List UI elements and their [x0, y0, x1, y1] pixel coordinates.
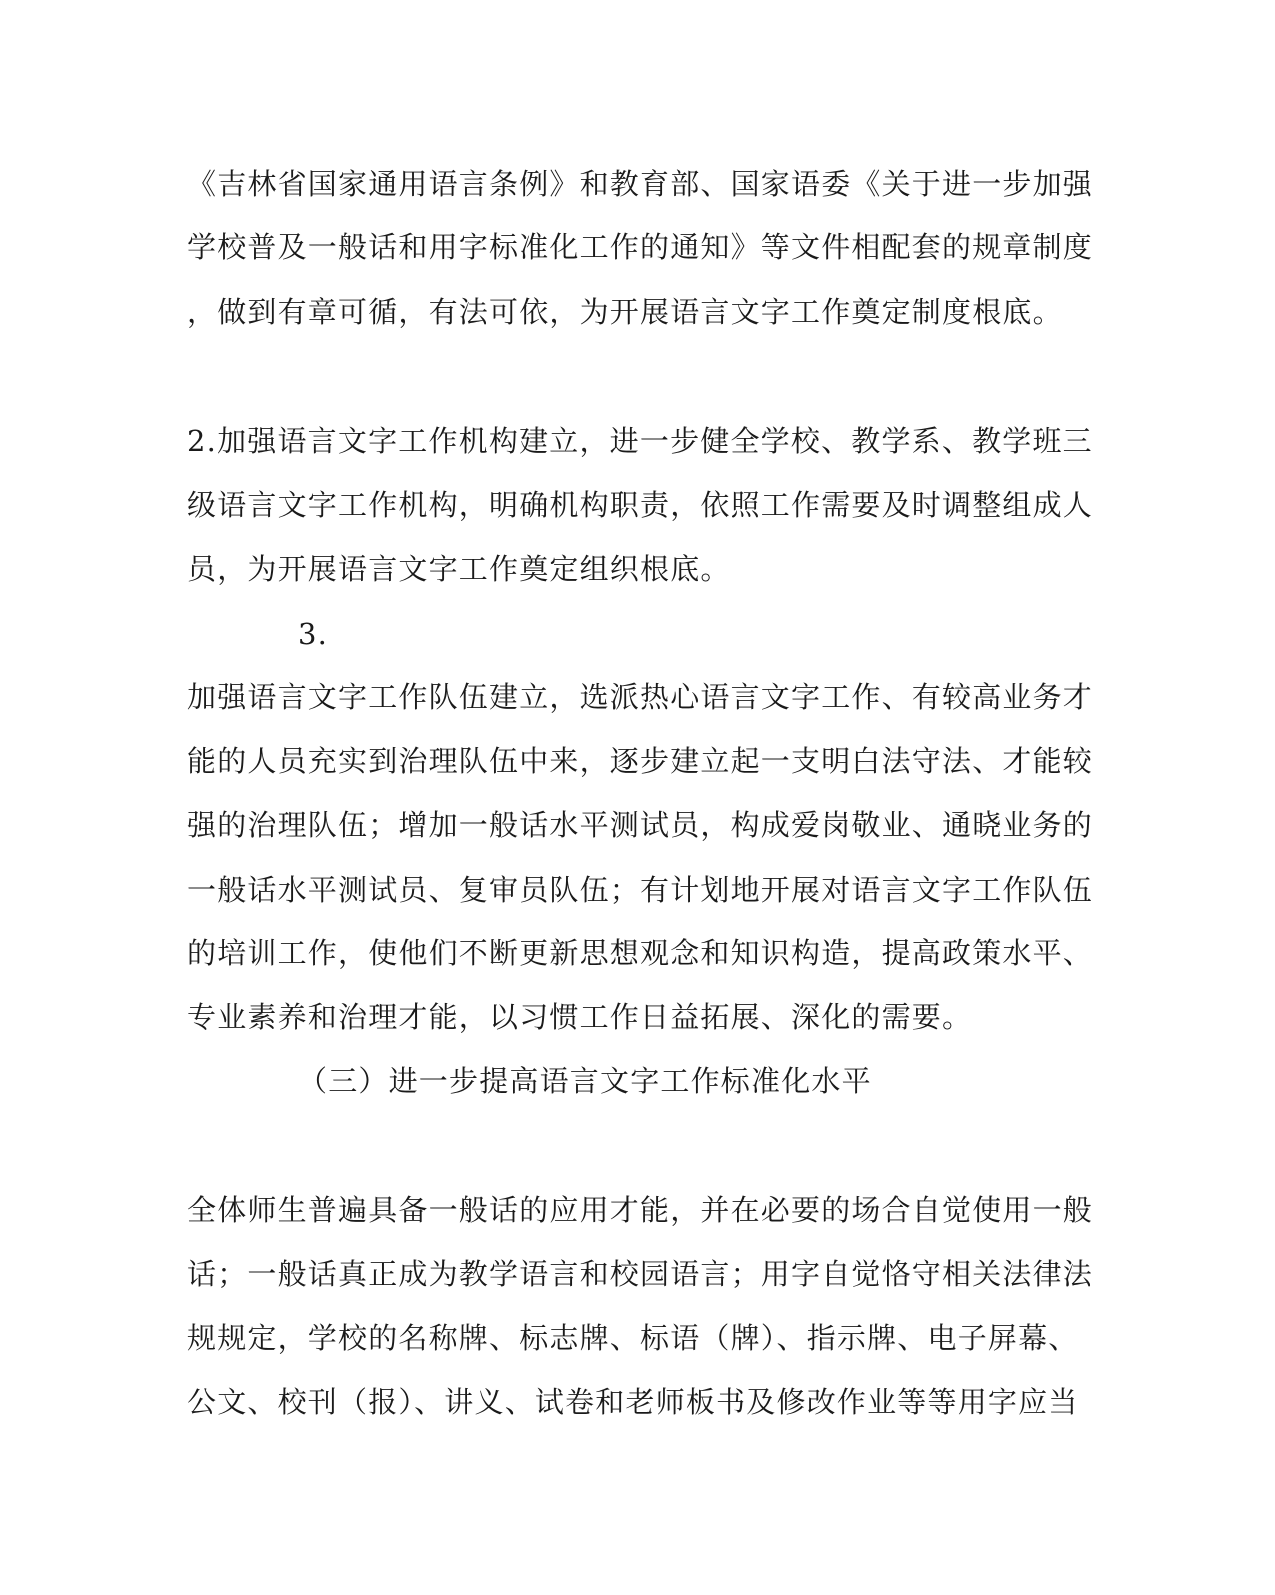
paragraph-line: 学校普及一般话和用字标准化工作的通知》等文件相配套的规章制度 [187, 230, 1094, 264]
paragraph-line: 加强语言文字工作队伍建立，选派热心语言文字工作、有较高业务才 [187, 680, 1094, 714]
paragraph-line: 的培训工作，使他们不断更新思想观念和知识构造，提高政策水平、 [187, 936, 1094, 970]
paragraph-line: 能的人员充实到治理队伍中来，逐步建立起一支明白法守法、才能较 [187, 744, 1094, 778]
paragraph-line: 员，为开展语言文字工作奠定组织根底。 [187, 552, 731, 586]
paragraph-line: 全体师生普遍具备一般话的应用才能，并在必要的场合自觉使用一般 [187, 1193, 1094, 1227]
paragraph-line: 强的治理队伍；增加一般话水平测试员，构成爱岗敬业、通晓业务的 [187, 808, 1094, 842]
paragraph-line: 话；一般话真正成为教学语言和校园语言；用字自觉恪守相关法律法 [187, 1257, 1094, 1291]
paragraph-line: ，做到有章可循，有法可依，为开展语言文字工作奠定制度根底。 [187, 295, 1063, 329]
paragraph-line: 《吉林省国家通用语言条例》和教育部、国家语委《关于进一步加强 [187, 167, 1094, 201]
paragraph-line: 专业素养和治理才能，以习惯工作日益拓展、深化的需要。 [187, 1000, 973, 1034]
paragraph-line: 2.加强语言文字工作机构建立，进一步健全学校、教学系、教学班三 [187, 424, 1093, 458]
section-heading: （三）进一步提高语言文字工作标准化水平 [298, 1064, 872, 1098]
paragraph-line: 规规定，学校的名称牌、标志牌、标语（牌）、指示牌、电子屏幕、 [187, 1321, 1079, 1355]
paragraph-line: 一般话水平测试员、复审员队伍；有计划地开展对语言文字工作队伍 [187, 873, 1094, 907]
list-number: 3. [298, 617, 329, 651]
paragraph-line: 级语言文字工作机构，明确机构职责，依照工作需要及时调整组成人 [187, 488, 1094, 522]
paragraph-line: 公文、校刊（报）、讲义、试卷和老师板书及修改作业等等用字应当 [187, 1385, 1079, 1419]
